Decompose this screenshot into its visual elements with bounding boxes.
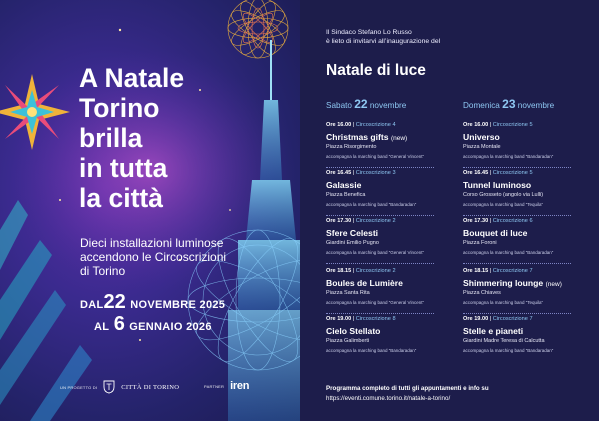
sponsor-logo — [204, 380, 249, 392]
day-column-saturday — [326, 97, 454, 353]
event-time: Ore 17.30 — [326, 218, 352, 224]
footer-note: Programma completo di tutti gli appuntamenti e info su — [326, 385, 489, 392]
day-heading — [463, 97, 591, 111]
event-district: Circoscrizione 7 — [492, 268, 533, 274]
event-time: Ore 16.45 — [463, 170, 489, 176]
city-logo — [60, 380, 179, 394]
event-name: Universo — [463, 132, 500, 142]
event-name: Boules de Lumière — [326, 278, 403, 288]
day-heading — [326, 97, 454, 111]
event-item: Ore 16.00 | Circoscrizione 5 Universo Piazza Montale accompagna la marching band “Bandaradan” — [463, 122, 593, 159]
event-item: Ore 18.15 | Circoscrizione 7 Shimmering lounge (new) Piazza Chiaves accompagna la marching band “Tequila” — [463, 268, 593, 305]
event-item: Ore 16.00 | Circoscrizione 4 Christmas gifts (new) Piazza Risorgimento accompagna la marching band “General Vincent” — [326, 122, 456, 159]
event-band: accompagna la marching band “Bandaradan” — [326, 202, 417, 207]
date-to-month: GENNAIO 2026 — [129, 321, 212, 333]
event-place: Giardini Emilio Pugno — [326, 240, 379, 246]
headline-line: A Natale — [79, 63, 185, 93]
event-district: Circoscrizione 6 — [492, 218, 533, 224]
event-band: accompagna la marching band “Bandaradan” — [463, 348, 554, 353]
event-item: Ore 17.30 | Circoscrizione 6 Bouquet di luce Piazza Foroni accompagna la marching band “Bandaradan” — [463, 218, 593, 255]
event-district: Circoscrizione 2 — [355, 268, 396, 274]
event-band: accompagna la marching band “General Vincent” — [326, 154, 424, 159]
event-name: Galassie — [326, 180, 362, 190]
intro-line: Il Sindaco Stefano Lo Russo — [326, 29, 412, 36]
day-month: novembre — [369, 101, 407, 110]
city-logo-name: CITTÀ DI TORINO — [121, 383, 180, 391]
date-to — [94, 313, 212, 336]
date-to-prefix: AL — [94, 321, 110, 333]
date-from-day: 22 — [103, 291, 126, 313]
event-band: accompagna la marching band “General Vincent” — [326, 250, 424, 255]
event-band: accompagna la marching band “General Vincent” — [326, 300, 424, 305]
sponsor-logo-caption: PARTNER — [204, 383, 225, 389]
event-place: Piazza Galimberti — [326, 338, 370, 344]
event-band: accompagna la marching band “Tequila” — [463, 300, 544, 305]
event-district: Circoscrizione 5 — [492, 122, 533, 128]
event-place: Piazza Santa Rita — [326, 290, 370, 296]
event-district: Circoscrizione 8 — [355, 316, 396, 322]
separator — [326, 167, 434, 168]
event-item: Ore 19.00 | Circoscrizione 7 Stelle e pianeti Giardini Madre Teresa di Calcutta accompagna la marching band “Bandaradan” — [463, 316, 593, 353]
intro-line: è lieto di invitarvi all’inaugurazione del — [326, 38, 441, 45]
program-panel — [300, 0, 599, 421]
event-place: Piazza Risorgimento — [326, 144, 377, 150]
day-number: 22 — [354, 97, 368, 111]
event-item: Ore 16.45 | Circoscrizione 3 Galassie Piazza Benefica accompagna la marching band “Bandaradan” — [326, 170, 456, 207]
headline-line: brilla — [79, 123, 143, 153]
separator — [326, 313, 434, 314]
event-district: Circoscrizione 4 — [355, 122, 396, 128]
event-band: accompagna la marching band “Bandaradan” — [463, 250, 554, 255]
event-time: Ore 17.30 — [463, 218, 489, 224]
event-title: Natale di luce — [326, 62, 426, 79]
event-new-tag: (new) — [390, 135, 408, 142]
event-item: Ore 17.30 | Circoscrizione 2 Sfere Celesti Giardini Emilio Pugno accompagna la marching band “General Vincent” — [326, 218, 456, 255]
event-place: Piazza Montale — [463, 144, 501, 150]
city-logo-caption: UN PROGETTO DI — [60, 384, 98, 390]
event-place: Piazza Chiaves — [463, 290, 501, 296]
subtitle — [80, 236, 250, 278]
day-weekday: Domenica — [463, 101, 500, 110]
event-band: accompagna la marching band “Bandaradan” — [463, 154, 554, 159]
sponsor-logo-name: iren — [230, 380, 250, 392]
event-time: Ore 19.00 — [463, 316, 489, 322]
event-district: Circoscrizione 7 — [492, 316, 533, 322]
separator — [463, 167, 571, 168]
date-from-month: NOVEMBRE 2025 — [130, 299, 226, 311]
event-name: Tunnel luminoso — [463, 180, 532, 190]
event-time: Ore 19.00 — [326, 316, 352, 322]
event-time: Ore 18.15 — [326, 268, 352, 274]
event-place: Piazza Foroni — [463, 240, 497, 246]
headline-line: in tutta — [79, 153, 168, 183]
day-weekday: Sabato — [326, 101, 352, 110]
city-crest-icon — [103, 380, 115, 394]
subtitle-line: accendono le Circoscrizioni — [80, 250, 227, 264]
event-place: Piazza Benefica — [326, 192, 366, 198]
day-month: novembre — [517, 101, 555, 110]
event-item: Ore 19.00 | Circoscrizione 8 Cielo Stellato Piazza Galimberti accompagna la marching band “Bandaradan” — [326, 316, 456, 353]
event-new-tag: (new) — [545, 281, 562, 288]
sphere-ornament — [227, 0, 289, 59]
event-time: Ore 16.00 — [326, 122, 352, 128]
event-time: Ore 16.45 — [326, 170, 352, 176]
event-district: Circoscrizione 2 — [355, 218, 396, 224]
event-name: Shimmering lounge — [463, 278, 544, 288]
headline-line: Torino — [79, 93, 160, 123]
day-column-sunday — [463, 97, 591, 353]
invitation-intro — [326, 28, 440, 46]
date-from — [80, 291, 225, 314]
event-name: Stelle e pianeti — [463, 326, 524, 336]
event-item: Ore 18.15 | Circoscrizione 2 Boules de Lumière Piazza Santa Rita accompagna la marching band “General Vincent” — [326, 268, 456, 305]
event-place: Corso Grosseto (angolo via Lulli) — [463, 192, 544, 198]
event-band: accompagna la marching band “Tequila” — [463, 202, 544, 207]
headline-line: la città — [79, 183, 163, 213]
event-time: Ore 18.15 — [463, 268, 489, 274]
date-from-prefix: DAL — [80, 299, 104, 311]
event-place: Giardini Madre Teresa di Calcutta — [463, 338, 545, 344]
event-band: accompagna la marching band “Bandaradan” — [326, 348, 417, 353]
event-time: Ore 16.00 — [463, 122, 489, 128]
event-name: Sfere Celesti — [326, 228, 379, 238]
event-district: Circoscrizione 3 — [355, 170, 396, 176]
footer-link[interactable]: https://eventi.comune.torino.it/natale-a-torino/ — [326, 395, 451, 402]
event-name: Cielo Stellato — [326, 326, 381, 336]
event-name: Bouquet di luce — [463, 228, 528, 238]
day-number: 23 — [502, 97, 516, 111]
subtitle-line: Dieci installazioni luminose — [80, 236, 224, 250]
separator — [463, 313, 571, 314]
separator — [463, 215, 571, 216]
event-item: Ore 16.45 | Circoscrizione 5 Tunnel luminoso Corso Grosseto (angolo via Lulli) accompagna la marching band “Tequila” — [463, 170, 593, 207]
separator — [463, 263, 571, 264]
date-to-day: 6 — [113, 313, 125, 335]
headline — [79, 63, 259, 213]
event-name: Christmas gifts — [326, 132, 389, 142]
event-district: Circoscrizione 5 — [492, 170, 533, 176]
separator — [326, 263, 434, 264]
subtitle-line: di Torino — [80, 264, 126, 278]
separator — [326, 215, 434, 216]
program-footer — [326, 384, 489, 404]
